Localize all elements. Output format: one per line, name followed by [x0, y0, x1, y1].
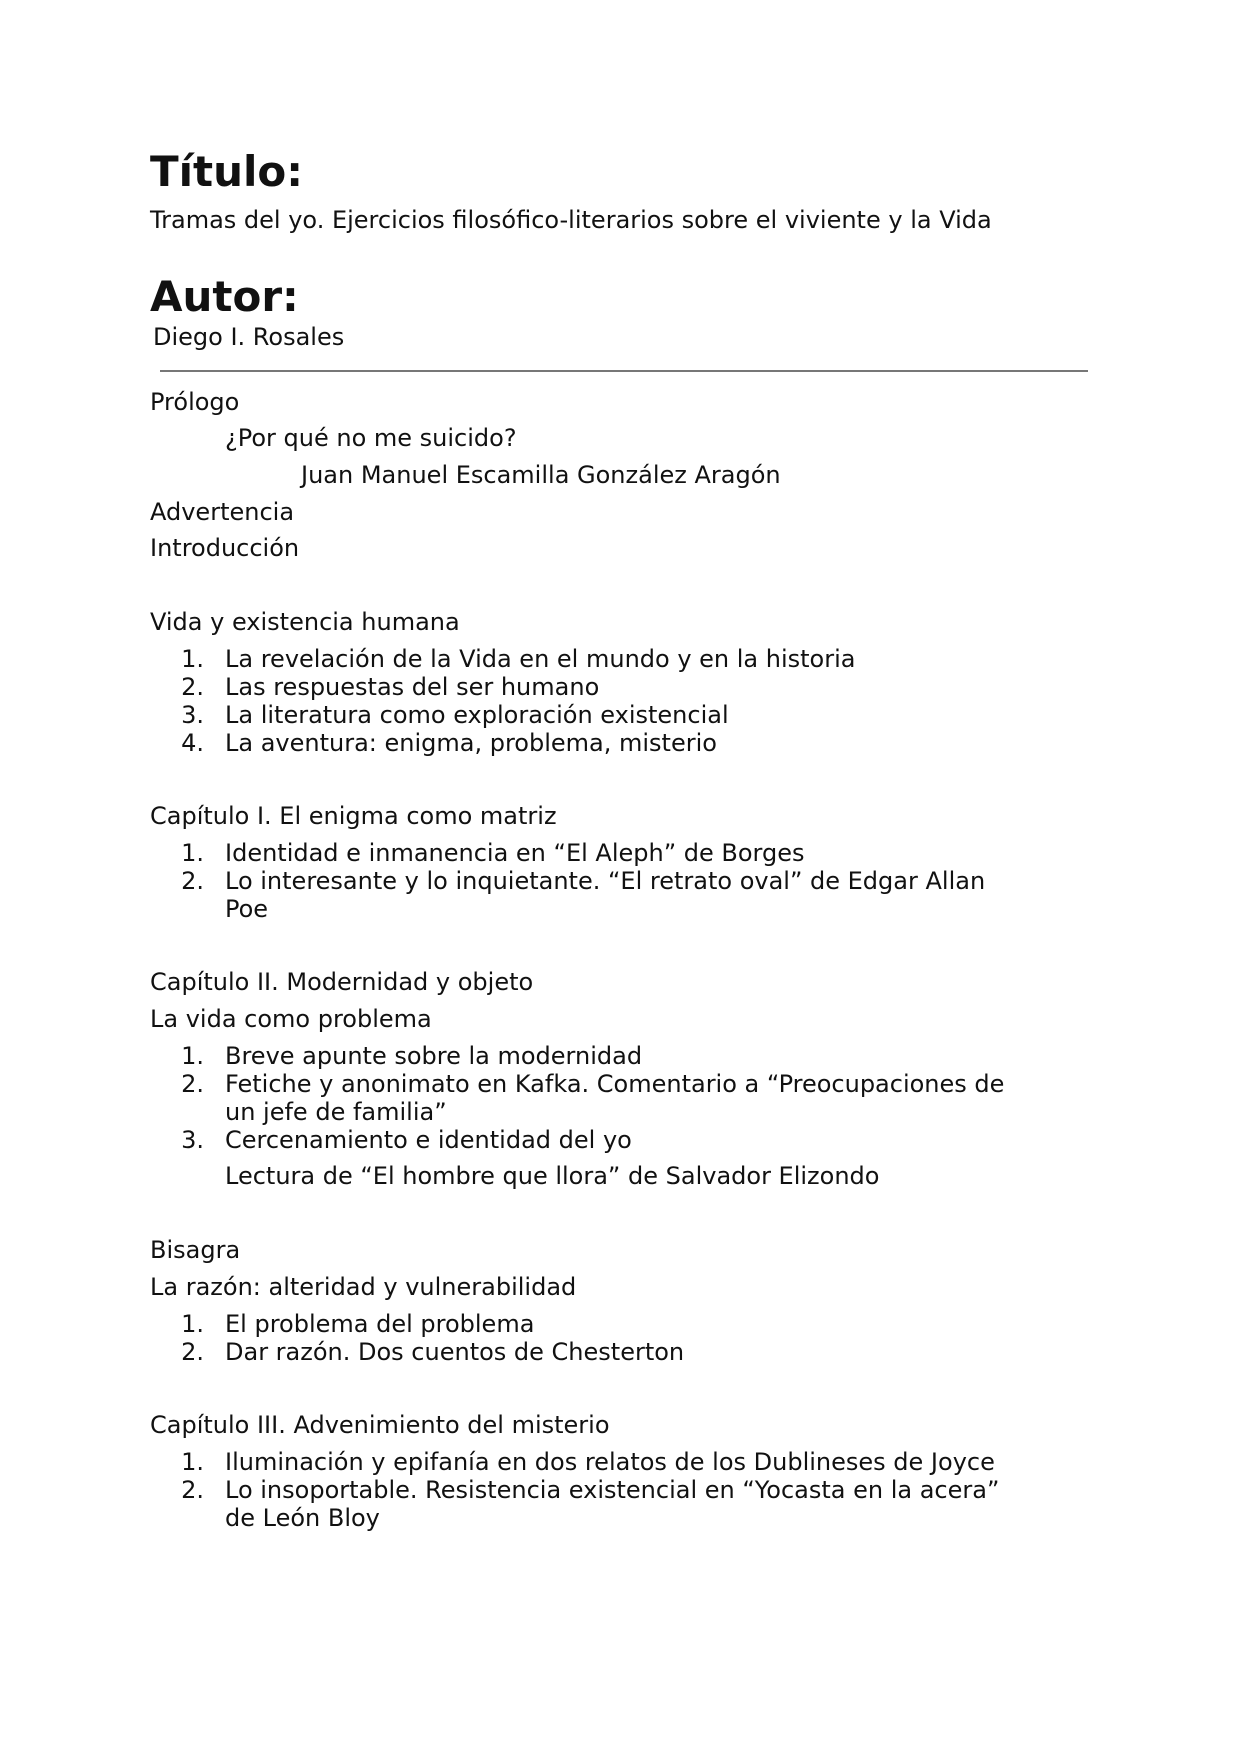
book-title: Tramas del yo. Ejercicios filosófico-literarios sobre el viviente y la Vida [150, 206, 992, 234]
toc-chapter-heading: Capítulo II. Modernidad y objeto [150, 968, 534, 996]
list-item-number: 4. [181, 729, 204, 757]
toc-introduccion: Introducción [150, 534, 300, 562]
toc-section-heading: Bisagra [150, 1236, 241, 1264]
list-item-number: 2. [181, 1476, 204, 1504]
list-item-number: 3. [181, 1126, 204, 1154]
list-item-number: 1. [181, 1042, 204, 1070]
list-item-number: 3. [181, 701, 204, 729]
divider-rule [160, 370, 1088, 372]
toc-advertencia: Advertencia [150, 498, 295, 526]
list-item: La literatura como exploración existencial [225, 701, 729, 729]
toc-prologo: Prólogo [150, 388, 240, 416]
toc-section-subheading: La razón: alteridad y vulnerabilidad [150, 1273, 577, 1301]
toc-section-heading: Vida y existencia humana [150, 608, 460, 636]
list-item-number: 2. [181, 1338, 204, 1366]
author-name: Diego I. Rosales [153, 323, 345, 351]
author-label: Autor: [150, 272, 299, 321]
list-item-number: 1. [181, 1310, 204, 1338]
list-item-number: 2. [181, 1070, 204, 1098]
list-item-continuation: Lectura de “El hombre que llora” de Salvador Elizondo [225, 1162, 880, 1190]
list-item: Cercenamiento e identidad del yo [225, 1126, 632, 1154]
list-item: Identidad e inmanencia en “El Aleph” de Borges [225, 839, 805, 867]
list-item: Iluminación y epifanía en dos relatos de los Dublineses de Joyce [225, 1448, 995, 1476]
title-label: Título: [150, 147, 304, 196]
toc-chapter-heading: Capítulo III. Advenimiento del misterio [150, 1411, 610, 1439]
list-item-number: 2. [181, 867, 204, 895]
list-item-number: 2. [181, 673, 204, 701]
toc-prologo-subtitle: ¿Por qué no me suicido? [225, 424, 517, 452]
toc-prologo-author: Juan Manuel Escamilla González Aragón [301, 461, 781, 489]
list-item: Lo interesante y lo inquietante. “El retrato oval” de Edgar Allan [225, 867, 986, 895]
list-item: Fetiche y anonimato en Kafka. Comentario a “Preocupaciones de [225, 1070, 1005, 1098]
list-item-continuation: un jefe de familia” [225, 1098, 447, 1126]
list-item-number: 1. [181, 1448, 204, 1476]
list-item: La aventura: enigma, problema, misterio [225, 729, 717, 757]
list-item-continuation: Poe [225, 895, 269, 923]
list-item-number: 1. [181, 645, 204, 673]
list-item: Las respuestas del ser humano [225, 673, 600, 701]
list-item: Lo insoportable. Resistencia existencial en “Yocasta en la acera” [225, 1476, 1000, 1504]
list-item: La revelación de la Vida en el mundo y en la historia [225, 645, 856, 673]
list-item: Dar razón. Dos cuentos de Chesterton [225, 1338, 685, 1366]
toc-chapter-subheading: La vida como problema [150, 1005, 432, 1033]
list-item-continuation: de León Bloy [225, 1504, 380, 1532]
toc-chapter-heading: Capítulo I. El enigma como matriz [150, 802, 557, 830]
list-item: Breve apunte sobre la modernidad [225, 1042, 643, 1070]
list-item-number: 1. [181, 839, 204, 867]
list-item: El problema del problema [225, 1310, 535, 1338]
